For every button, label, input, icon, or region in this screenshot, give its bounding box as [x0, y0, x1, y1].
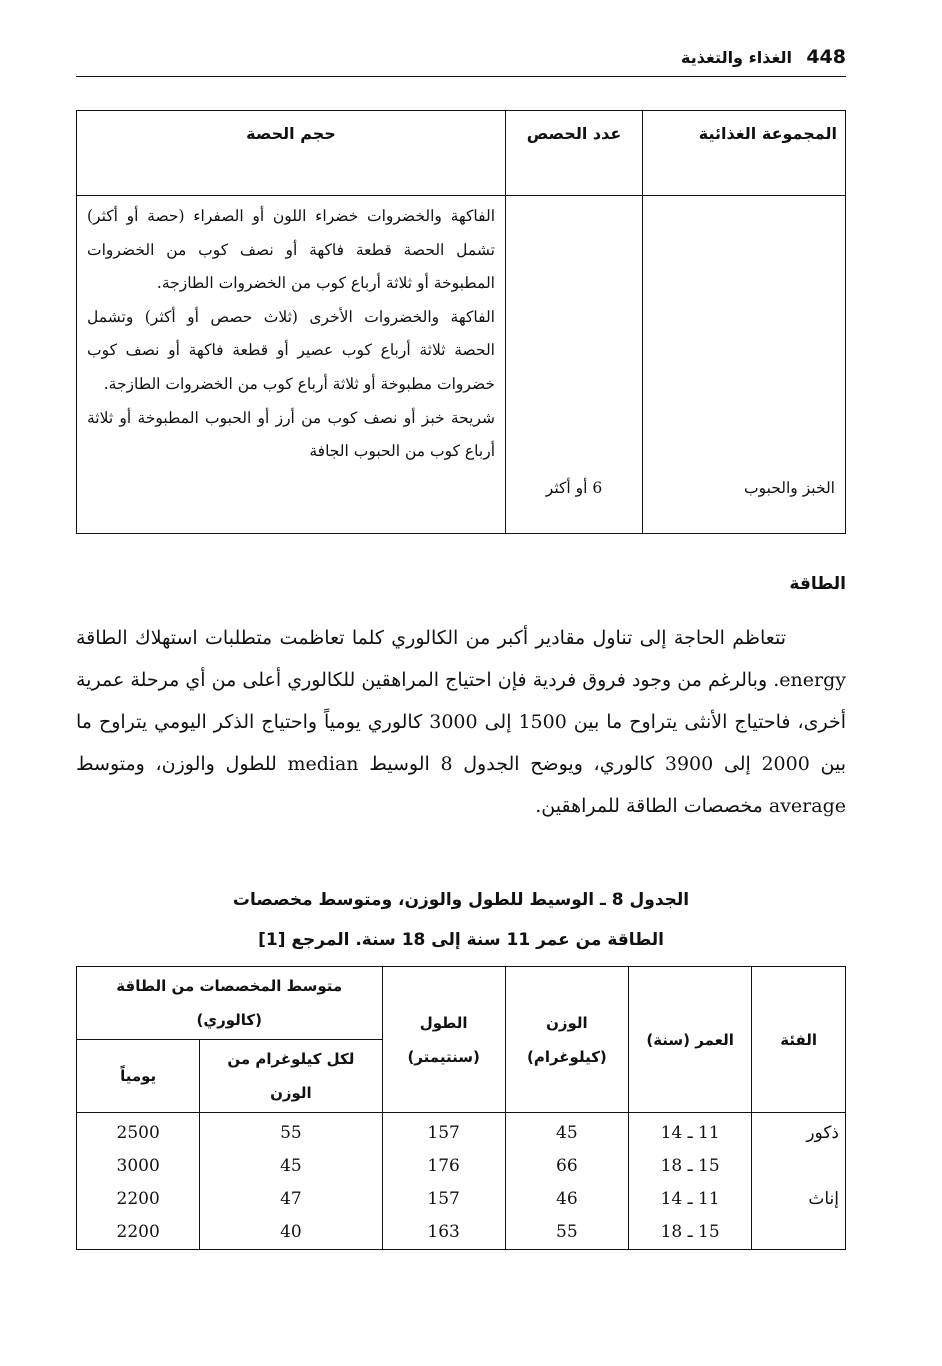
table-row	[77, 196, 846, 534]
caption-line-2: الطاقة من عمر 11 سنة إلى 18 سنة. المرجع [1]	[258, 930, 664, 950]
table-header-row	[77, 967, 846, 1040]
cell-age: 15 ـ 18	[629, 1216, 752, 1250]
cell-daily: 2200	[77, 1183, 200, 1216]
cell-weight: 66	[505, 1150, 628, 1183]
cell-age: 15 ـ 18	[629, 1150, 752, 1183]
serving-count-cell	[506, 196, 643, 534]
header-group: الفئة	[752, 967, 846, 1113]
cell-daily: 2500	[77, 1113, 200, 1151]
page-number: 448	[806, 46, 846, 68]
cell-weight: 46	[505, 1183, 628, 1216]
food-group-name: الخبز والحبوب	[744, 479, 835, 497]
header-weight: الوزن (كيلوغرام)	[505, 967, 628, 1113]
table-header-row	[77, 111, 846, 196]
table-row	[77, 1183, 846, 1216]
table-row	[77, 1216, 846, 1250]
serving-size-paragraph: شريحة خبز أو نصف كوب من أرز أو الحبوب المطبوخة أو ثلاثة أرباع كوب من الحبوب الجافة	[87, 408, 495, 461]
table-row	[77, 1113, 846, 1151]
cell-weight: 55	[505, 1216, 628, 1250]
header-per-kg: لكل كيلوغرام من الوزن	[200, 1040, 382, 1113]
serving-size-table	[76, 110, 846, 534]
header-energy: متوسط المخصصات من الطاقة (كالوري)	[77, 967, 383, 1040]
serving-count-value: 6 أو أكثر	[545, 479, 603, 497]
cell-daily: 2200	[77, 1216, 200, 1250]
cell-group: ذكور	[752, 1113, 846, 1151]
header-daily: يومياً	[77, 1040, 200, 1113]
cell-age: 11 ـ 14	[629, 1113, 752, 1151]
header-height: الطول (سنتيمتر)	[382, 967, 505, 1113]
body-paragraph: تتعاظم الحاجة إلى تناول مقادير أكبر من الكالوري كلما تعاظمت متطلبات استهلاك الطاقة energy. وبالرغم من وجود فروق فردية فإن احتياج المراهقين للكالوري أعلى من أي مرحلة عمرية أخرى، فاحتياج الأنثى يتراوح ما بين 1500 إلى 3000 كالوري يومياً واحتياج الذكر اليومي يتراوح ما بين 2000 إلى 3900 كالوري، ويوضح الجدول 8 الوسيط median للطول والوزن، ومتوسط average مخصصات الطاقة للمراهقين.	[76, 627, 846, 817]
cell-daily: 3000	[77, 1150, 200, 1183]
caption-line-1: الجدول 8 ـ الوسيط للطول والوزن، ومتوسط مخصصات	[232, 890, 690, 910]
cell-age: 11 ـ 14	[629, 1183, 752, 1216]
cell-group	[752, 1150, 846, 1183]
running-title: الغذاء والتغذية	[681, 48, 792, 67]
serving-size-cell	[77, 196, 506, 534]
table-caption	[76, 880, 846, 960]
running-header	[76, 44, 846, 77]
cell-per-kg: 45	[200, 1150, 382, 1183]
cell-group	[752, 1216, 846, 1250]
cell-height: 157	[382, 1183, 505, 1216]
energy-table	[76, 966, 846, 1250]
header-food-group: المجموعة الغذائية	[643, 111, 846, 196]
food-group-cell	[643, 196, 846, 534]
cell-per-kg: 47	[200, 1183, 382, 1216]
cell-weight: 45	[505, 1113, 628, 1151]
header-serving-count: عدد الحصص	[506, 111, 643, 196]
cell-group: إناث	[752, 1183, 846, 1216]
cell-height: 157	[382, 1113, 505, 1151]
serving-size-paragraph: الفاكهة والخضروات خضراء اللون أو الصفراء (حصة أو أكثر) تشمل الحصة قطعة فاكهة أو نصف كوب من الخضروات المطبوخة أو ثلاثة أرباع كوب من الخضروات الطازجة.	[87, 207, 495, 293]
table-row	[77, 1150, 846, 1183]
cell-height: 176	[382, 1150, 505, 1183]
cell-per-kg: 40	[200, 1216, 382, 1250]
cell-per-kg: 55	[200, 1113, 382, 1151]
section-heading: الطاقة	[789, 574, 846, 594]
serving-size-paragraph: الفاكهة والخضروات الأخرى (ثلاث حصص أو أكثر) وتشمل الحصة ثلاثة أرباع كوب عصير أو قطعة فاكهة أو نصف كوب خضروات مطبوخة أو ثلاثة أرباع كوب من الخضروات الطازجة.	[87, 307, 495, 393]
cell-height: 163	[382, 1216, 505, 1250]
header-age: العمر (سنة)	[629, 967, 752, 1113]
header-serving-size: حجم الحصة	[77, 111, 506, 196]
